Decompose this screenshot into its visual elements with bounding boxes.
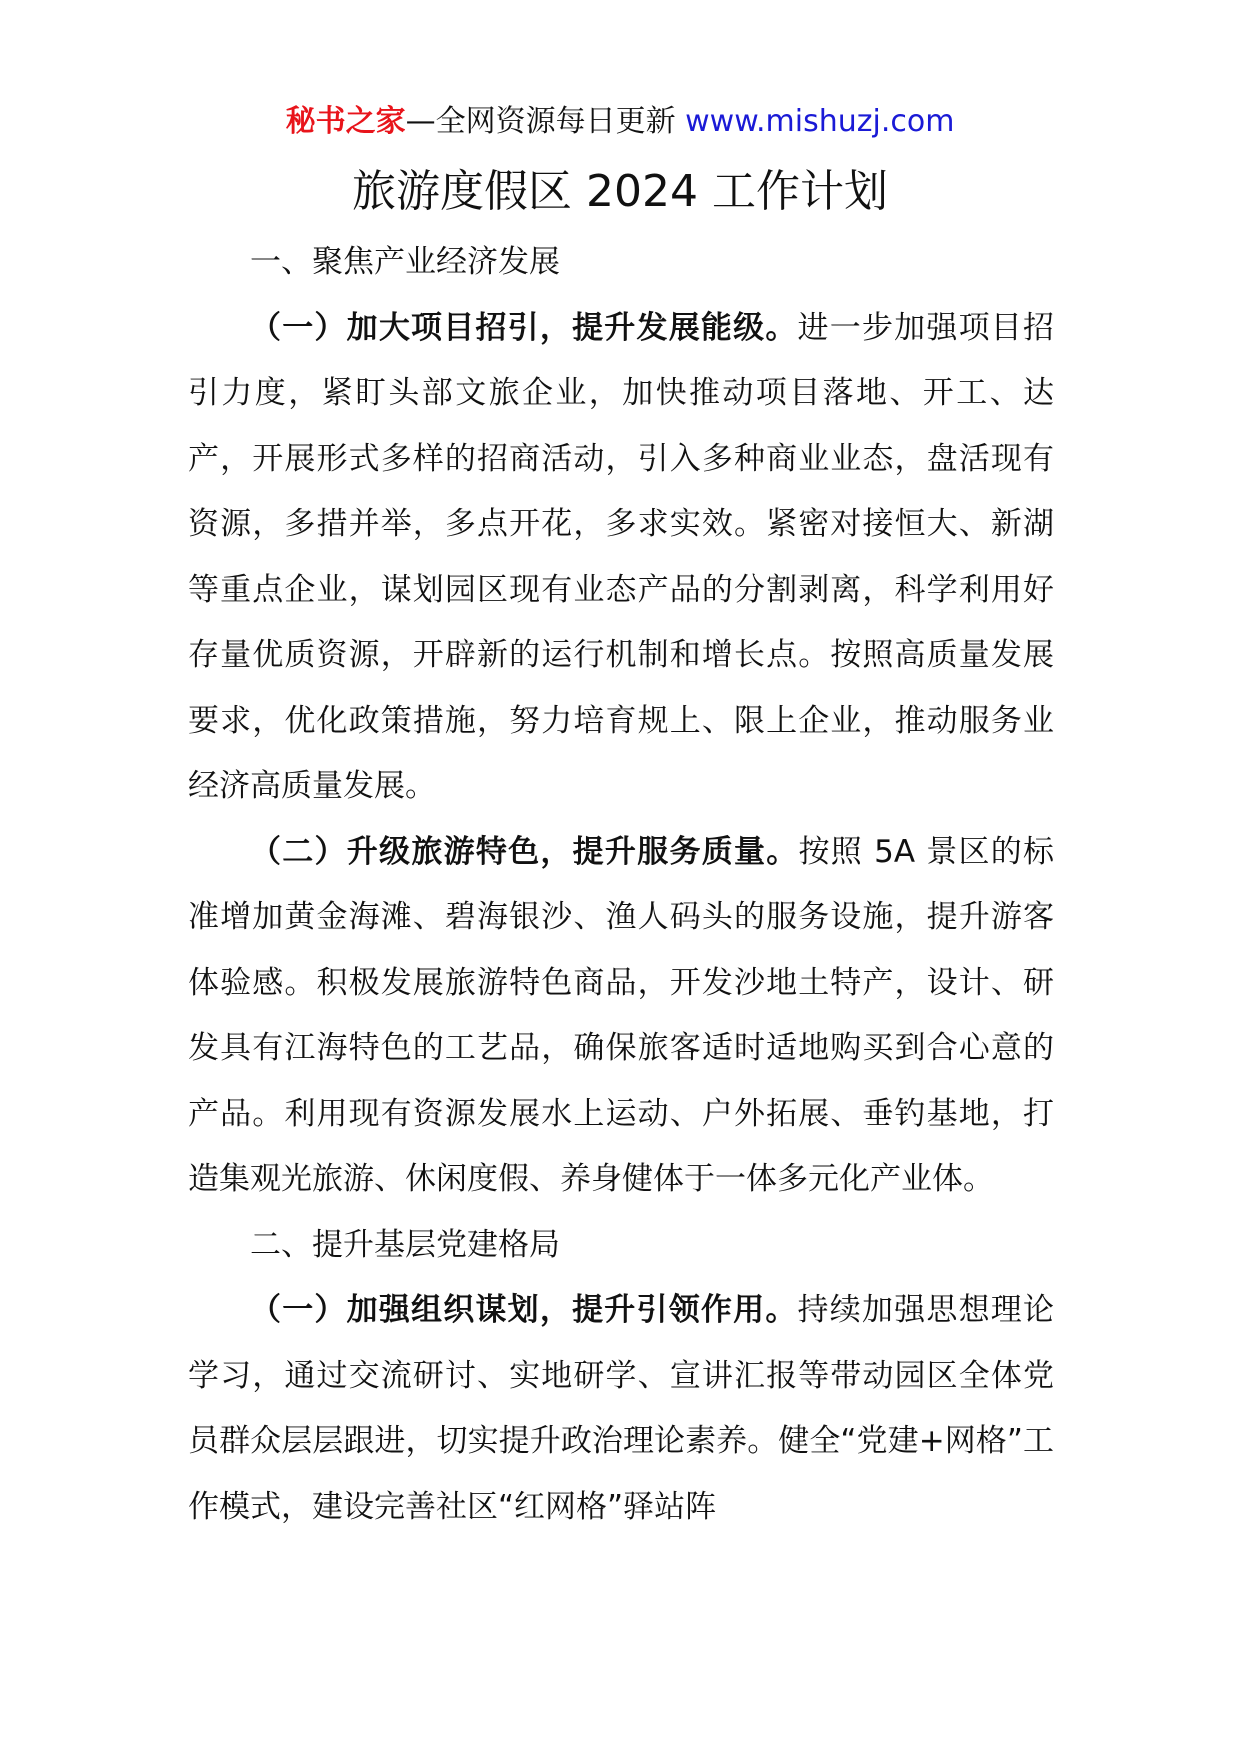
paragraph-lead: （一）加大项目招引，提升发展能级。 bbox=[250, 309, 798, 346]
paragraph-text: 持续加强思想理论学习，通过交流研讨、实地研学、宣讲汇报等带动园区全体党员群众层层跟进，切实提升政治理论素养。健全“党建+网格”工作模式，建设完善社区“红网格”驿站阵 bbox=[188, 1292, 1055, 1525]
document-title: 旅游度假区 2024 工作计划 bbox=[352, 166, 888, 217]
document-body bbox=[188, 230, 1054, 1540]
paragraph-lead: （二）升级旅游特色，提升服务质量。 bbox=[250, 833, 799, 870]
paragraph-lead: （一）加强组织谋划，提升引领作用。 bbox=[250, 1292, 798, 1328]
paragraph-text: 按照 5A 景区的标准增加黄金海滩、碧海银沙、渔人码头的服务设施，提升游客体验感。积极发展旅游特色商品，开发沙地土特产，设计、研发具有江海特色的工艺品，确保旅客适时适地购买到合心意的产品。利用现有资源发展水上运动、户外拓展、垂钓基地，打造集观光旅游、休闲度假、养身健体于一体多元化产业体。 bbox=[188, 833, 1055, 1197]
paragraph-1-2 bbox=[188, 820, 1054, 1213]
brand-name: 秘书之家 bbox=[285, 104, 406, 139]
watermark-header bbox=[0, 100, 1240, 144]
section-heading-1: 一、聚焦产业经济发展 bbox=[250, 244, 560, 280]
paragraph-text: 进一步加强项目招引力度，紧盯头部文旅企业，加快推动项目落地、开工、达产，开展形式多样的招商活动，引入多种商业业态，盘活现有资源，多措并举，多点开花，多求实效。紧密对接恒大、新湖等重点企业，谋划园区现有业态产品的分割剥离，科学利用好存量优质资源，开辟新的运行机制和增长点。按照高质量发展要求，优化政策措施，努力培育规上、限上企业，推动服务业经济高质量发展。 bbox=[188, 309, 1055, 804]
paragraph-1-1 bbox=[188, 296, 1054, 820]
paragraph-2-1 bbox=[188, 1278, 1054, 1540]
section-heading-2: 二、提升基层党建格局 bbox=[250, 1226, 560, 1263]
site-link[interactable]: www.mishuzj.com bbox=[685, 104, 955, 139]
brand-slogan: —全网资源每日更新 bbox=[405, 104, 676, 139]
